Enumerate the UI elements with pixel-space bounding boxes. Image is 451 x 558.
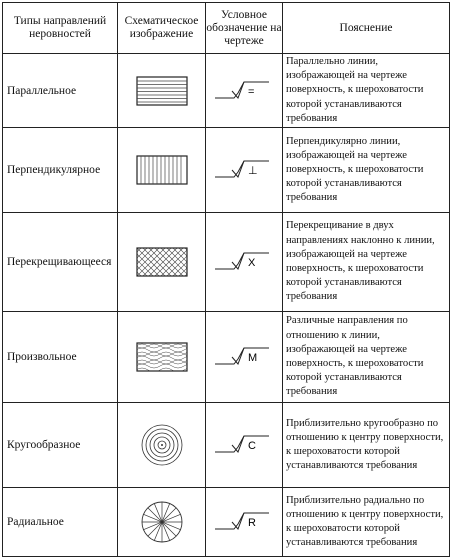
header-type: Типы направлений неровностей xyxy=(3,3,118,54)
row-type: Кругообразное xyxy=(3,403,118,488)
symbol-letter: R xyxy=(248,517,256,530)
table-row xyxy=(3,312,450,403)
schematic-circular xyxy=(118,403,206,488)
header-explanation: Пояснение xyxy=(283,3,450,54)
symbol-cell xyxy=(206,312,283,403)
roughness-sign-icon xyxy=(214,346,274,368)
schematic-parallel xyxy=(118,54,206,128)
symbol-cell xyxy=(206,213,283,312)
table-row xyxy=(3,213,450,312)
table-row xyxy=(3,54,450,128)
row-type: Радиальное xyxy=(3,488,118,557)
radial-lines-icon xyxy=(140,500,184,544)
roughness-sign-icon xyxy=(214,159,274,181)
crosshatch-pattern-icon xyxy=(136,247,188,277)
schematic-radial xyxy=(118,488,206,557)
row-type: Перпендикулярное xyxy=(3,128,118,213)
symbol-letter: M xyxy=(248,352,258,365)
symbol-cell xyxy=(206,403,283,488)
symbol-cell xyxy=(206,488,283,557)
row-type: Произвольное xyxy=(3,312,118,403)
header-symbol: Условное обозначение на чертеже xyxy=(206,3,283,54)
row-explanation: Перекрещивание в двух направлениях наклонно к линии, изображающей на чертеже поверхность, к шероховатости которой устанавливаются требования xyxy=(283,213,450,312)
symbol-cell xyxy=(206,54,283,128)
concentric-circles-icon xyxy=(140,423,184,467)
row-explanation: Различные направления по отношению к линии, изображающей на чертеже поверхность, к шероховатости которой устанавливаются требования xyxy=(283,312,450,403)
schematic-arbitrary xyxy=(118,312,206,403)
row-type: Параллельное xyxy=(3,54,118,128)
roughness-sign-icon xyxy=(214,80,274,102)
table-row xyxy=(3,488,450,557)
row-explanation: Перпендикулярно линии, изображающей на чертеже поверхность, к шероховатости которой устанавливаются требования xyxy=(283,128,450,213)
roughness-sign-icon xyxy=(214,511,274,533)
symbol-letter: X xyxy=(248,257,256,270)
symbol-cell xyxy=(206,128,283,213)
symbol-letter: ⊥ xyxy=(248,165,258,178)
row-explanation: Приблизительно кругообразно по отношению к центру поверхности, к шероховатости которой устанавливаются требования xyxy=(283,403,450,488)
roughness-sign-icon xyxy=(214,434,274,456)
row-type: Перекрещивающееся xyxy=(3,213,118,312)
symbol-letter: C xyxy=(248,440,256,453)
row-explanation: Приблизительно радиально по отношению к центру поверхности, к шероховатости которой устанавливаются требования xyxy=(283,488,450,557)
perpendicular-pattern-icon xyxy=(136,155,188,185)
roughness-sign-icon xyxy=(214,251,274,273)
table-row xyxy=(3,403,450,488)
arbitrary-pattern-icon xyxy=(136,342,188,372)
schematic-perpendicular xyxy=(118,128,206,213)
symbol-letter: = xyxy=(248,85,255,98)
parallel-pattern-icon xyxy=(136,76,188,106)
header-schematic: Схематическое изображение xyxy=(118,3,206,54)
row-explanation: Параллельно линии, изображающей на чертеже поверхность, к шероховатости которой устанавливаются требования xyxy=(283,54,450,128)
header-row xyxy=(3,3,450,54)
table-row xyxy=(3,128,450,213)
roughness-directions-table xyxy=(2,2,450,557)
schematic-crossing xyxy=(118,213,206,312)
